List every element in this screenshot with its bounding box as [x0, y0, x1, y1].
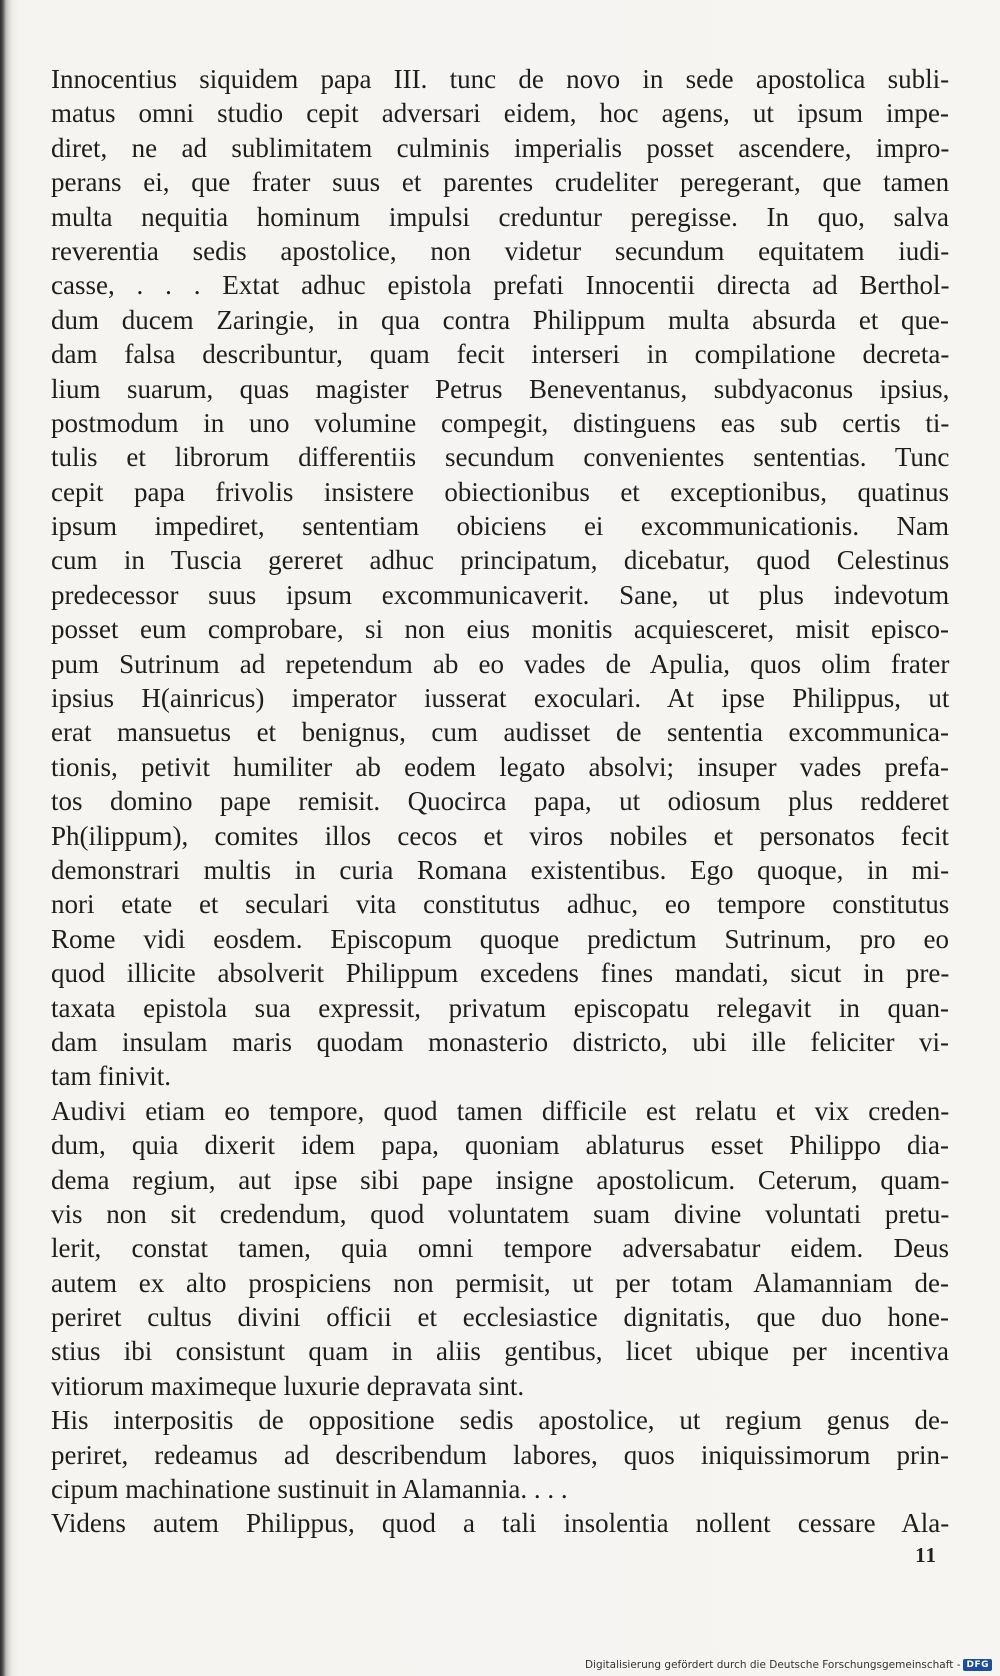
text-line: lerit, constat tamen, quia omni tempore adversabatur eidem. Deus [51, 1233, 950, 1264]
text-line: demonstrari multis in curia Romana existentibus. Ego quoque, in mi- [51, 854, 950, 885]
digitization-footer [585, 1657, 992, 1673]
text-line: Audivi etiam eo tempore, quod tamen difficile est relatu et vix creden- [51, 1095, 950, 1126]
text-line: ipsius H(ainricus) imperator iusserat exoculari. At ipse Philippus, ut [51, 683, 950, 714]
text-line: stius ibi consistunt quam in aliis gentibus, licet ubique per incentiva [51, 1336, 949, 1367]
text-line: dema regium, aut ipse sibi pape insigne apostolicum. Ceterum, quam- [51, 1164, 950, 1195]
text-line: Videns autem Philippus, quod a tali insolentia nollent cessare Ala- [51, 1508, 950, 1539]
body-text [51, 62, 949, 1541]
text-line: tam finivit. [51, 1061, 171, 1092]
text-line: taxata epistola sua expressit, privatum episcopatu relegavit in quan- [51, 992, 950, 1023]
text-line: cum in Tuscia gereret adhuc principatum, dicebatur, quod Celestinus [51, 545, 950, 576]
text-line: Innocentius siquidem papa III. tunc de novo in sede apostolica subli- [51, 64, 950, 94]
text-line: quod illicite absolverit Philippum excedens fines mandati, sicut in pre- [51, 958, 950, 989]
text-line: nori etate et seculari vita constitutus adhuc, eo tempore constitutus [51, 889, 950, 920]
text-line: pum Sutrinum ad repetendum ab eo vades de Apulia, quos olim frater [51, 648, 950, 679]
text-line: tos domino pape remisit. Quocirca papa, ut odiosum plus redderet [51, 786, 949, 817]
text-line: vitiorum maximeque luxurie depravata sint. [51, 1370, 525, 1401]
text-line: posset eum comprobare, si non eius monitis acquiesceret, misit episco- [51, 614, 949, 645]
text-line: cepit papa frivolis insistere obiectionibus et exceptionibus, quatinus [51, 476, 949, 507]
text-line: Rome vidi eosdem. Episcopum quoque predictum Sutrinum, pro eo [51, 923, 949, 954]
text-line: dum ducem Zaringie, in qua contra Philippum multa absurda et que- [51, 304, 949, 335]
text-line: periret cultus divini officii et ecclesiastice dignitatis, que duo hone- [51, 1302, 949, 1333]
text-line: multa nequitia hominum impulsi creduntur peregisse. In quo, salva [51, 201, 949, 232]
text-line: postmodum in uno volumine compegit, distinguens eas sub certis ti- [51, 407, 950, 438]
dfg-logo-icon: DFG [963, 1659, 992, 1671]
text-line: ipsum impediret, sententiam obiciens ei excommunicationis. Nam [51, 511, 949, 542]
text-line: matus omni studio cepit adversari eidem, hoc agens, ut ipsum impe- [51, 98, 949, 129]
text-line: dam falsa describuntur, quam fecit interseri in compilatione decreta- [51, 339, 950, 370]
text-line: diret, ne ad sublimitatem culminis imperialis posset ascendere, impro- [51, 132, 950, 163]
text-line: erat mansuetus et benignus, cum audisset de sententia excommunica- [51, 717, 949, 748]
text-line: Ph(ilippum), comites illos cecos et viros nobiles et personatos fecit [51, 820, 949, 851]
text-line: lium suarum, quas magister Petrus Beneventanus, subdyaconus ipsius, [51, 373, 950, 404]
text-line: tulis et librorum differentiis secundum convenientes sententias. Tunc [51, 442, 950, 473]
text-line: His interpositis de oppositione sedis apostolice, ut regium genus de- [51, 1405, 949, 1436]
text-line: perans ei, que frater suus et parentes crudeliter peregerant, que tamen [51, 167, 950, 198]
text-line: predecessor suus ipsum excommunicaverit. Sane, ut plus indevotum [51, 579, 950, 610]
text-line: cipum machinatione sustinuit in Alamannia. . . . [51, 1474, 568, 1505]
page-number: 11 [915, 1543, 937, 1567]
footer-text: Digitalisierung gefördert durch die Deutsche Forschungsgemeinschaft - [584, 1659, 961, 1671]
text-line: tionis, petivit humiliter ab eodem legato absolvi; insuper vades prefa- [51, 751, 949, 782]
text-line: dum, quia dixerit idem papa, quoniam ablaturus esset Philippo dia- [51, 1130, 949, 1161]
text-line: autem ex alto prospiciens non permisit, ut per totam Alamanniam de- [51, 1267, 949, 1298]
text-line: periret, redeamus ad describendum labores, quos iniquissimorum prin- [51, 1439, 949, 1470]
text-line: dam insulam maris quodam monasterio districto, ubi ille feliciter vi- [51, 1026, 949, 1057]
text-line: reverentia sedis apostolice, non videtur secundum equitatem iudi- [51, 235, 950, 266]
text-line: vis non sit credendum, quod voluntatem suam divine voluntati pretu- [51, 1198, 950, 1229]
text-line: casse, . . . Extat adhuc epistola prefati Innocentii directa ad Berthol- [51, 270, 950, 301]
